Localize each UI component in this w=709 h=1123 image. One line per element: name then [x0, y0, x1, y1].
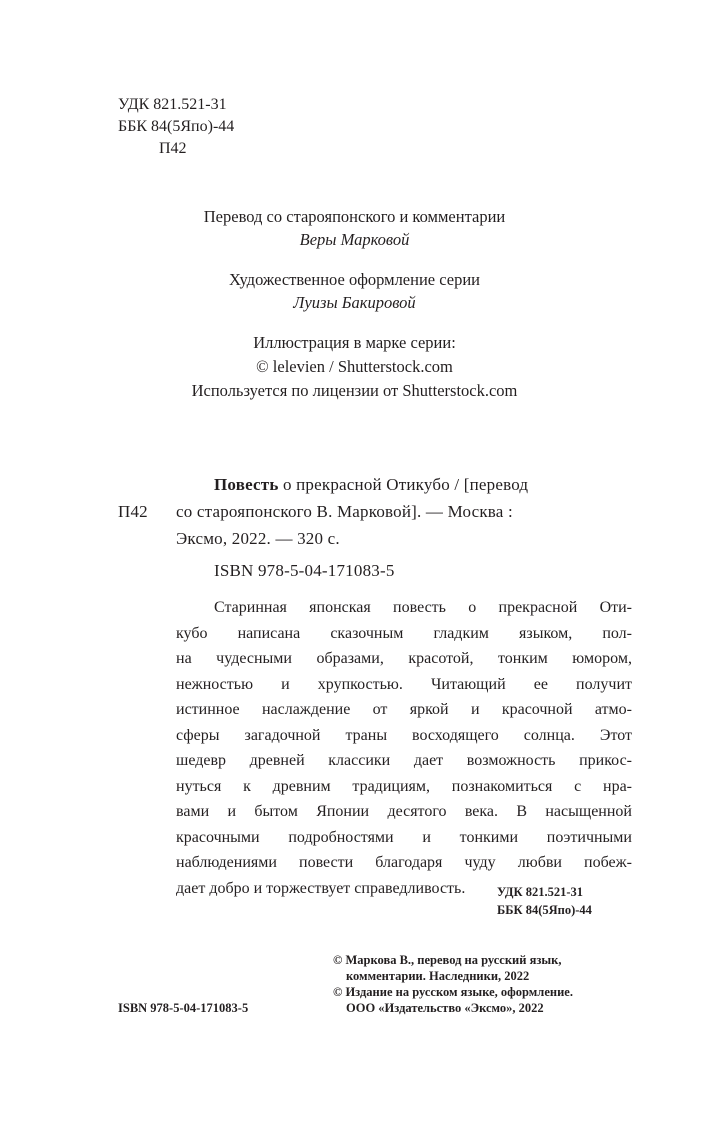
reference-line-2: со старояпонского В. Марковой]. — Москва : [176, 502, 513, 521]
annotation-line: наблюдениями повести благодаря чуду любви побеж- [176, 854, 632, 871]
reference-title: Повесть [214, 475, 279, 494]
annotation-line: красочными подробностями и тонкими поэтичными [176, 828, 632, 846]
footer-isbn: ISBN 978-5-04-171083-5 [118, 1001, 249, 1015]
reference-isbn: ISBN 978-5-04-171083-5 [214, 561, 395, 580]
annotation [176, 595, 632, 901]
reference-author-mark: П42 [118, 502, 148, 521]
copyright-2: © Издание на русском языке, оформление. [333, 985, 573, 999]
reference-line-1-rest: о прекрасной Отикубо / [перевод [278, 475, 529, 494]
copyright-1-cont: комментарии. Наследники, 2022 [346, 969, 530, 983]
author-mark: П42 [159, 140, 187, 157]
annotation-line: Старинная японская повесть о прекрасной Оти- [214, 599, 632, 616]
designer-name: Луизы Бакировой [293, 293, 416, 312]
footer-udk: УДК 821.521-31 [497, 885, 583, 899]
bbk-code: ББК 84(5Япо)-44 [118, 118, 235, 135]
copyright-1: © Маркова В., перевод на русский язык, [333, 953, 562, 967]
license-text: Используется по лицензии от Shutterstock.com [191, 381, 518, 400]
translator-name: Веры Марковой [299, 230, 410, 249]
annotation-line: кубо написана сказочным гладким языком, пол- [176, 624, 632, 642]
annotation-line: сферы загадочной траны восходящего солнца. Этот [176, 726, 632, 744]
annotation-line: шедевр древней классики дает возможность прикос- [176, 752, 632, 769]
annotation-line: нежностью и хрупкостью. Читающий ее получит [176, 675, 632, 693]
udk-code: УДК 821.521-31 [118, 96, 227, 113]
annotation-line: вами и бытом Японии десятого века. В насыщенной [176, 803, 632, 820]
copyright-2-cont: ООО «Издательство «Эксмо», 2022 [346, 1001, 544, 1015]
annotation-line: на чудесными образами, красотой, тонким юмором, [176, 650, 632, 667]
footer-bbk: ББК 84(5Япо)-44 [497, 903, 592, 917]
illustration-label: Иллюстрация в марке серии: [253, 333, 456, 352]
reference-line-1 [214, 475, 528, 495]
annotation-line: истинное наслаждение от яркой и красочной атмо- [176, 701, 632, 718]
reference-line-3: Эксмо, 2022. — 320 с. [176, 529, 340, 548]
translation-label: Перевод со старояпонского и комментарии [203, 207, 506, 226]
annotation-line: дает добро и торжествует справедливость. [176, 879, 466, 897]
illustration-credit: © lelevien / Shutterstock.com [256, 357, 453, 376]
design-label: Художественное оформление серии [229, 270, 480, 289]
annotation-line: нуться к древним традициям, познакомиться с нра- [176, 777, 632, 795]
